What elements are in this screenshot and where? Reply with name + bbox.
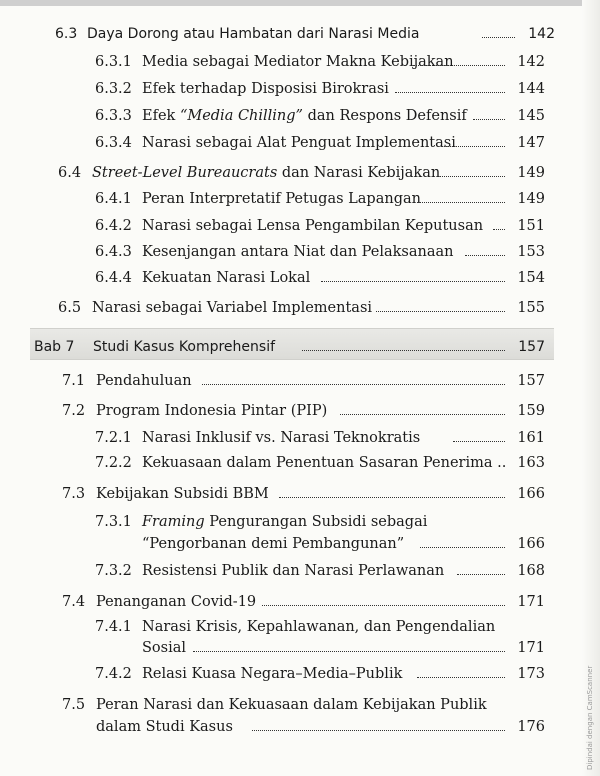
page-number: 144 [517, 81, 545, 97]
page-number: 166 [517, 536, 545, 552]
toc-entry-6-5: 6.5 Narasi sebagai Variabel Implementasi 155 [58, 300, 545, 316]
dot-leader [302, 350, 505, 351]
toc-entry-6-4-3: 6.4.3 Kesenjangan antara Niat dan Pelaksanaan 153 [95, 244, 545, 260]
toc-title: Resistensi Publik dan Narasi Perlawanan [142, 563, 445, 579]
toc-title: Media sebagai Mediator Makna Kebijakan [142, 54, 454, 70]
dot-leader [457, 574, 505, 575]
toc-entry-6-3-2: 6.3.2 Efek terhadap Disposisi Birokrasi 144 [95, 81, 545, 97]
toc-entry-6-4-1: 6.4.1 Peran Interpretatif Petugas Lapangan 149 [95, 191, 545, 207]
dot-leader [417, 677, 505, 678]
page-number: 153 [517, 244, 545, 260]
dot-leader [279, 497, 505, 498]
dot-leader [413, 65, 505, 66]
page-number: 171 [517, 640, 545, 656]
toc-title: Kesenjangan antara Niat dan Pelaksanaan [142, 244, 454, 260]
dot-leader [441, 146, 505, 147]
toc-entry-7-4-1-line2 [95, 634, 545, 656]
toc-title: Narasi Inklusif vs. Narasi Teknokratis [142, 430, 421, 446]
page-number: 159 [517, 403, 545, 419]
page-number: 157 [517, 373, 545, 389]
toc-entry-7-2-1: 7.2.1 Narasi Inklusif vs. Narasi Teknokratis 161 [95, 430, 545, 446]
page-number: 168 [517, 563, 545, 579]
page-number: 173 [517, 666, 545, 682]
toc-title-cont: dalam Studi Kasus [96, 719, 233, 735]
dot-leader [321, 281, 505, 282]
toc-entry-6-4-4: 6.4.4 Kekuatan Narasi Lokal 154 [95, 270, 545, 286]
scanner-watermark: Dipindai dengan CamScanner [586, 665, 594, 770]
toc-title: Narasi sebagai Variabel Implementasi [92, 300, 373, 316]
toc-entry-7-4-1-line1: 7.4.1 Narasi Krisis, Kepahlawanan, dan Pengendalian [95, 619, 496, 635]
toc-title: Pendahuluan [96, 373, 192, 389]
toc-title: Kekuatan Narasi Lokal [142, 270, 311, 286]
page-number: 166 [517, 486, 545, 502]
toc-entry-7-4: 7.4 Penanganan Covid-19 171 [62, 594, 545, 610]
dot-leader [340, 414, 505, 415]
dot-leader [202, 384, 505, 385]
toc-title: Narasi sebagai Alat Penguat Implementasi [142, 135, 456, 151]
page-number: 142 [528, 26, 555, 42]
dot-leader [417, 202, 505, 203]
dot-leader [420, 547, 505, 548]
toc-entry-7-3-1-line1: 7.3.1 Framing Pengurangan Subsidi sebagai [95, 514, 428, 530]
toc-entry-6-4: 6.4 Street-Level Bureaucrats dan Narasi Kebijakan 149 [58, 165, 545, 181]
toc-title: Peran Interpretatif Petugas Lapangan [142, 191, 421, 207]
chapter-label: Bab 7 [34, 339, 75, 355]
toc-entry-6-3-4: 6.3.4 Narasi sebagai Alat Penguat Implementasi 147 [95, 135, 545, 151]
dot-leader [453, 441, 505, 442]
toc-entry-6-3-1: 6.3.1 Media sebagai Mediator Makna Kebijakan 142 [95, 54, 545, 70]
dot-leader [440, 176, 505, 177]
toc-title: Program Indonesia Pintar (PIP) [96, 403, 328, 419]
toc-title: Studi Kasus Komprehensif [93, 339, 276, 355]
toc-entry-7-3-1-line2 [95, 530, 545, 552]
toc-entry-6-3: 6.3 Daya Dorong atau Hambatan dari Narasi Media 142 [55, 26, 555, 42]
page-number: 155 [517, 300, 545, 316]
toc-title: Relasi Kuasa Negara–Media–Publik [142, 666, 403, 682]
toc-entry-7-3: 7.3 Kebijakan Subsidi BBM 166 [62, 486, 545, 502]
toc-title: Kebijakan Subsidi BBM [96, 486, 269, 502]
toc-entry-7-3-2: 7.3.2 Resistensi Publik dan Narasi Perlawanan 168 [95, 563, 545, 579]
toc-entry-bab-7 [34, 333, 545, 355]
toc-title: Narasi Krisis, Kepahlawanan, dan Pengendalian [142, 619, 496, 635]
toc-title: Efek terhadap Disposisi Birokrasi [142, 81, 389, 97]
page-number: 149 [517, 191, 545, 207]
page-number: 171 [517, 594, 545, 610]
toc-title: Efek “Media Chilling” dan Respons Defensif [142, 108, 467, 124]
toc-title-cont: Sosial [142, 640, 187, 656]
page-number: 149 [517, 165, 545, 181]
page-number: 147 [517, 135, 545, 151]
toc-entry-6-3-3: 6.3.3 Efek “Media Chilling” dan Respons Defensif 145 [95, 108, 545, 124]
page-number: 142 [517, 54, 545, 70]
toc-title: Framing Pengurangan Subsidi sebagai [142, 514, 428, 530]
page-number: 151 [517, 218, 545, 234]
page-number: 154 [517, 270, 545, 286]
toc-title: Narasi sebagai Lensa Pengambilan Keputusan [142, 218, 484, 234]
toc-entry-7-5-line2 [62, 713, 545, 735]
page-number: 176 [517, 719, 545, 735]
dot-leader [395, 92, 505, 93]
toc-entry-7-4-2: 7.4.2 Relasi Kuasa Negara–Media–Publik 173 [95, 666, 545, 682]
dot-leader [493, 229, 505, 230]
page-number: 163 [517, 455, 545, 471]
toc-title: Daya Dorong atau Hambatan dari Narasi Media [87, 26, 420, 42]
toc-entry-7-5-line1: 7.5 Peran Narasi dan Kekuasaan dalam Kebijakan Publik [62, 697, 487, 713]
toc-title: Street-Level Bureaucrats dan Narasi Kebijakan [92, 165, 441, 181]
dot-leader [252, 730, 505, 731]
toc-title: Penanganan Covid-19 [96, 594, 257, 610]
dot-leader-short: .. [497, 455, 507, 471]
dot-leader [376, 311, 505, 312]
toc-title: Peran Narasi dan Kekuasaan dalam Kebijakan Publik [96, 697, 487, 713]
page-number: 145 [517, 108, 545, 124]
dot-leader [262, 605, 505, 606]
toc-entry-6-4-2: 6.4.2 Narasi sebagai Lensa Pengambilan Keputusan 151 [95, 218, 545, 234]
toc-title-cont: “Pengorbanan demi Pembangunan” [142, 536, 405, 552]
dot-leader [193, 651, 505, 652]
page-number: 161 [517, 430, 545, 446]
toc-title: Kekuasaan dalam Penentuan Sasaran Penerima .. [142, 455, 507, 471]
page-top-edge [0, 0, 600, 6]
dot-leader [473, 119, 505, 120]
toc-entry-7-1: 7.1 Pendahuluan 157 [62, 373, 545, 389]
toc-entry-7-2: 7.2 Program Indonesia Pintar (PIP) 159 [62, 403, 545, 419]
page-number: 157 [518, 339, 545, 355]
dot-leader [482, 37, 515, 38]
dot-leader [465, 255, 505, 256]
toc-entry-7-2-2: 7.2.2 Kekuasaan dalam Penentuan Sasaran Penerima .. 163 [95, 455, 545, 471]
